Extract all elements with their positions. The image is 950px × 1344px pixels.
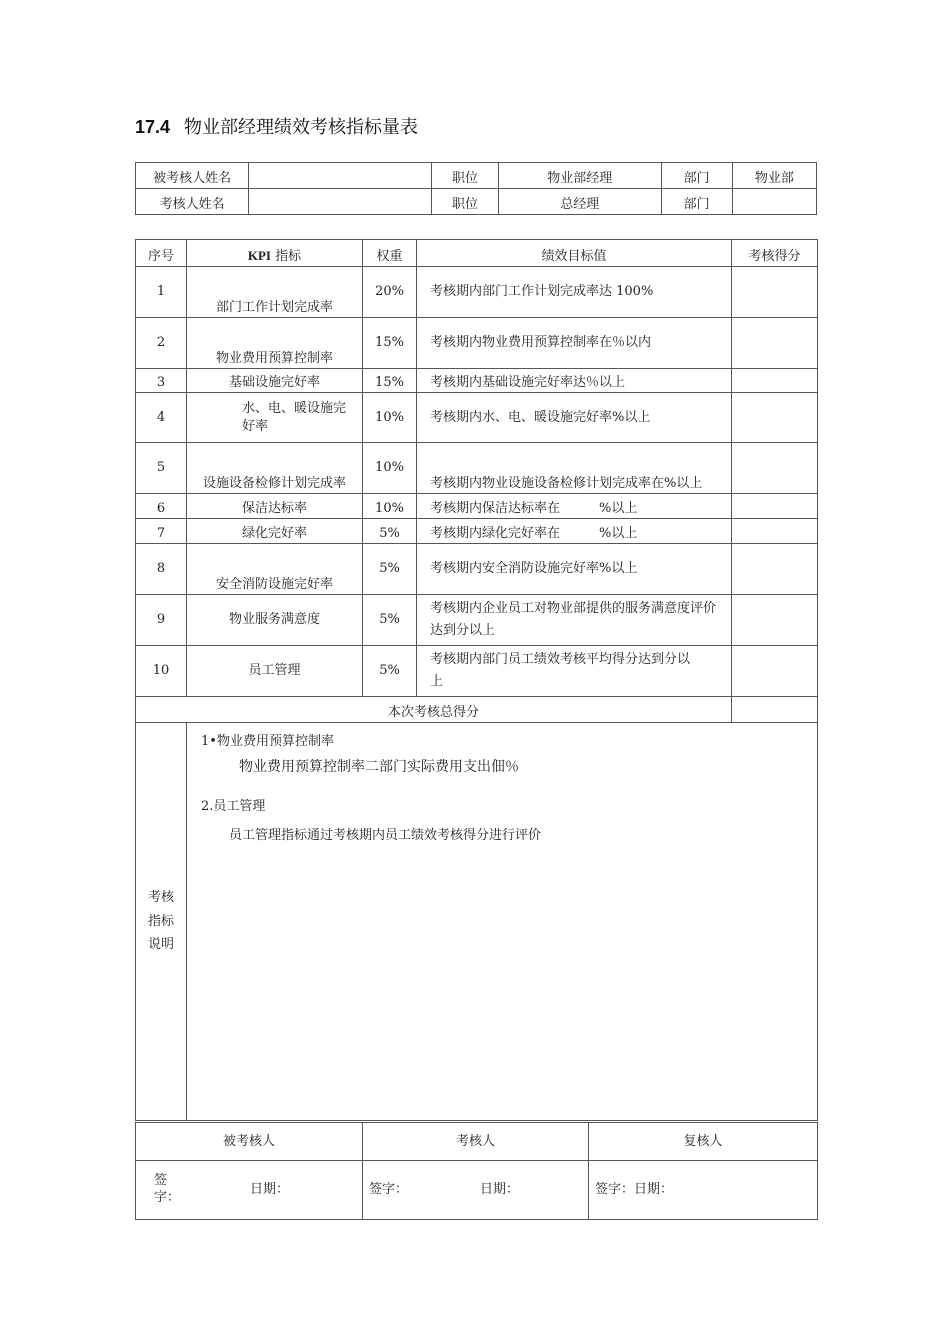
date-label: 日期： (250, 1182, 290, 1198)
row-weight: 15% (363, 318, 417, 369)
row-kpi-name: 物业费用预算控制率 (187, 318, 363, 369)
table-row (136, 369, 818, 393)
sign-label: 签字： (595, 1182, 635, 1198)
row-kpi-name: 安全消防设施完好率 (187, 544, 363, 595)
kpi-header-row (136, 240, 818, 267)
row-no: 4 (136, 393, 187, 443)
reviewer-sign-cell[interactable] (589, 1161, 818, 1220)
department-label: 部门 (661, 189, 732, 215)
row-kpi-name: 基础设施完好率 (187, 369, 363, 393)
row-score-field[interactable] (732, 393, 818, 443)
row-no: 8 (136, 544, 187, 595)
row-kpi-name: 部门工作计划完成率 (187, 267, 363, 318)
examiner-sign-header: 考核人 (363, 1123, 589, 1161)
examiner-row (136, 189, 817, 215)
row-no: 6 (136, 494, 187, 519)
row-weight: 10% (363, 443, 417, 494)
table-row (136, 646, 818, 697)
department-field[interactable] (732, 189, 816, 215)
department-value: 物业部 (732, 163, 816, 189)
signature-table (135, 1122, 818, 1220)
sign-label: 签字： (369, 1182, 409, 1198)
note-item-title: 1•物业费用预算控制率 (201, 734, 334, 749)
row-no: 5 (136, 443, 187, 494)
date-label: 日期： (480, 1182, 520, 1198)
row-weight: 5% (363, 519, 417, 544)
signature-row (136, 1161, 818, 1220)
examiner-name-field[interactable] (249, 189, 432, 215)
row-weight: 20% (363, 267, 417, 318)
examinee-name-field[interactable] (249, 163, 432, 189)
signature-header-row (136, 1123, 818, 1161)
row-weight: 15% (363, 369, 417, 393)
row-weight: 5% (363, 595, 417, 646)
table-row (136, 544, 818, 595)
row-target: 考核期内企业员工对物业部提供的服务满意度评价达到分以上 (417, 595, 732, 646)
table-row (136, 595, 818, 646)
header-kpi (187, 240, 363, 267)
notes-content (187, 723, 818, 1121)
examiner-name-label: 考核人姓名 (136, 189, 249, 215)
examinee-row (136, 163, 817, 189)
section-number: 17.4 (135, 117, 171, 137)
table-row (136, 267, 818, 318)
table-row (136, 443, 818, 494)
row-weight: 10% (363, 494, 417, 519)
position-value: 物业部经理 (499, 163, 661, 189)
row-no: 10 (136, 646, 187, 697)
note-item-body: 物业费用预算控制率二部门实际费用支出佃％ (239, 758, 519, 775)
examinee-name-label: 被考核人姓名 (136, 163, 249, 189)
table-row (136, 318, 818, 369)
note-item-title: 2.员工管理 (201, 799, 266, 815)
row-score-field[interactable] (732, 318, 818, 369)
notes-block (201, 733, 801, 845)
row-kpi-name: 水、电、暖设施完好率 (187, 393, 363, 443)
row-target: 考核期内物业费用预算控制率在％以内 (417, 318, 732, 369)
table-row (136, 494, 818, 519)
header-kpi-prefix: KPI (247, 248, 271, 264)
kpi-table (135, 239, 818, 1121)
total-score-field[interactable] (732, 697, 818, 723)
header-no: 序号 (136, 240, 187, 267)
personnel-info-table (135, 162, 817, 215)
row-score-field[interactable] (732, 267, 818, 318)
row-kpi-name: 员工管理 (187, 646, 363, 697)
row-no: 2 (136, 318, 187, 369)
side-label-line: 指标 (147, 913, 174, 929)
row-score-field[interactable] (732, 646, 818, 697)
row-target: 考核期内基础设施完好率达％以上 (417, 369, 732, 393)
position-value: 总经理 (499, 189, 661, 215)
row-no: 3 (136, 369, 187, 393)
examiner-sign-cell[interactable] (363, 1161, 589, 1220)
note-item-body: 员工管理指标通过考核期内员工绩效考核得分进行评价 (229, 827, 542, 843)
department-label: 部门 (661, 163, 732, 189)
header-weight: 权重 (363, 240, 417, 267)
position-label: 职位 (431, 163, 498, 189)
row-score-field[interactable] (732, 519, 818, 544)
side-label-line: 考核 (147, 890, 174, 906)
table-row (136, 519, 818, 544)
page-title (135, 113, 418, 139)
examinee-sign-cell[interactable] (136, 1161, 363, 1220)
row-target: 考核期内物业设施设备检修计划完成率在%以上 (417, 443, 732, 494)
row-score-field[interactable] (732, 443, 818, 494)
row-weight: 5% (363, 646, 417, 697)
row-score-field[interactable] (732, 369, 818, 393)
row-kpi-name: 物业服务满意度 (187, 595, 363, 646)
header-target: 绩效目标值 (417, 240, 732, 267)
row-score-field[interactable] (732, 494, 818, 519)
row-no: 7 (136, 519, 187, 544)
row-no: 9 (136, 595, 187, 646)
examinee-sign-header: 被考核人 (136, 1123, 363, 1161)
reviewer-sign-header: 复核人 (589, 1123, 818, 1161)
sign-label: 签字： (154, 1173, 181, 1205)
row-weight: 10% (363, 393, 417, 443)
row-score-field[interactable] (732, 595, 818, 646)
side-label-line: 说明 (147, 937, 174, 953)
row-kpi-name: 设施设备检修计划完成率 (187, 443, 363, 494)
row-target: 考核期内绿化完好率在 %以上 (417, 519, 732, 544)
header-score: 考核得分 (732, 240, 818, 267)
position-label: 职位 (431, 189, 498, 215)
notes-row (136, 723, 818, 1121)
title-text: 物业部经理绩效考核指标量表 (184, 117, 419, 138)
table-row (136, 393, 818, 443)
row-kpi-name: 绿化完好率 (187, 519, 363, 544)
row-weight: 5% (363, 544, 417, 595)
row-no: 1 (136, 267, 187, 318)
row-target: 考核期内保洁达标率在 %以上 (417, 494, 732, 519)
date-label: 日期： (634, 1182, 674, 1198)
notes-side-label (136, 723, 187, 1121)
row-kpi-name: 保洁达标率 (187, 494, 363, 519)
total-row (136, 697, 818, 723)
row-target: 考核期内部门员工绩效考核平均得分达到分以上 (417, 646, 732, 697)
row-target: 考核期内水、电、暖设施完好率%以上 (417, 393, 732, 443)
row-target: 考核期内部门工作计划完成率达 100% (417, 267, 732, 318)
row-target: 考核期内安全消防设施完好率%以上 (417, 544, 732, 595)
header-kpi-suffix: 指标 (270, 249, 302, 265)
total-score-label: 本次考核总得分 (136, 697, 732, 723)
row-score-field[interactable] (732, 544, 818, 595)
